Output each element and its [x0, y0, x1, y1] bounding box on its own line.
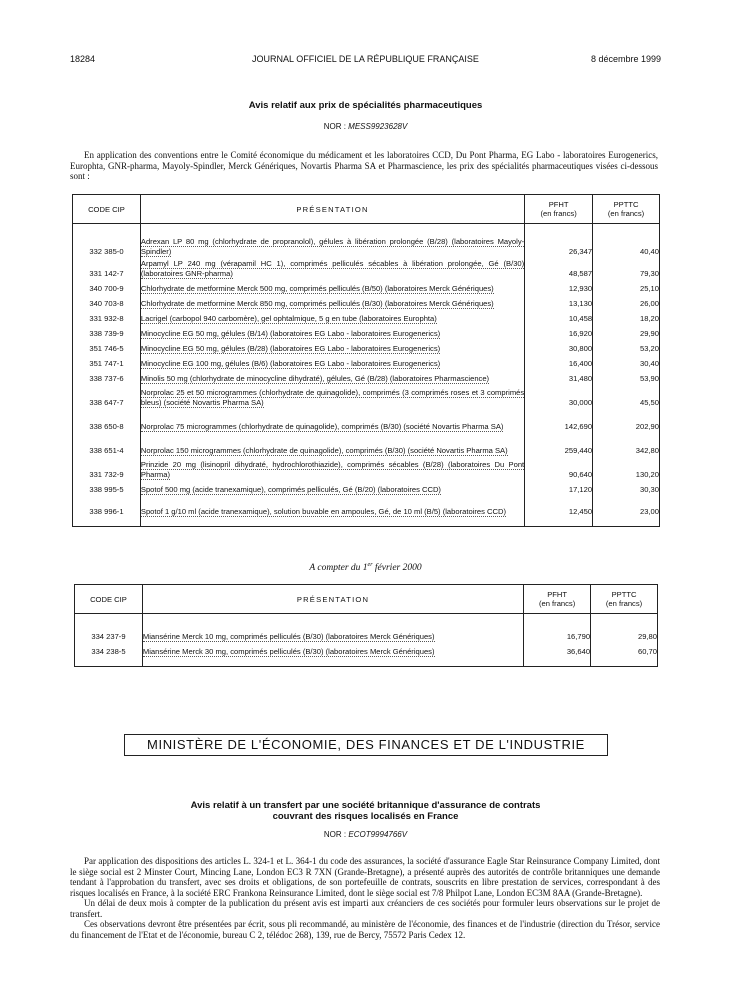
pfht-cell	[525, 293, 593, 308]
pfht-cell	[525, 338, 593, 353]
table-row	[73, 293, 660, 308]
presentation-cell	[140, 494, 524, 516]
spacer-cell	[525, 516, 593, 527]
page-number: 18284	[70, 54, 96, 64]
table-row	[73, 338, 660, 353]
presentation-text: Prinzide 20 mg (lisinopril dihydraté, hydrochlorothiazide), comprimés sécables (B/28) (laboratoires Du Pont Pharma)	[140, 460, 525, 479]
col-pfht-header	[524, 585, 591, 614]
ppttc-text: 29,90	[639, 329, 659, 338]
table-row	[73, 368, 660, 383]
pfht-cell	[525, 407, 593, 431]
paragraph: Ces observations devront être présentées par écrit, sous pli recommandé, au ministère de l'économie, des finances et de l'industrie (direction du Trésor, service du financement de l'Etat et de l'économie, bureau C 2, télédoc 268), 139, rue de Bercy, 75572 Paris Cedex 12.	[70, 919, 660, 940]
code-text: 332 385-0	[89, 247, 124, 256]
col-pfht-header	[525, 195, 593, 224]
ppttc-cell	[593, 338, 660, 353]
table-header-row	[75, 585, 658, 614]
ppttc-unit: (en francs)	[607, 209, 645, 218]
pfht-cell	[524, 626, 591, 641]
presentation-cell	[140, 455, 524, 479]
pfht-unit: (en francs)	[538, 599, 576, 608]
pfht-cell	[525, 479, 593, 494]
table-row	[73, 308, 660, 323]
code-cell	[73, 383, 141, 407]
code-cell	[73, 368, 141, 383]
table-row	[73, 323, 660, 338]
presentation-cell	[140, 383, 524, 407]
presentation-cell	[140, 308, 524, 323]
code-text: 338 996-1	[89, 507, 124, 516]
ppttc-cell	[593, 353, 660, 368]
pfht-text: 48,587	[568, 269, 593, 278]
notice1-nor	[0, 122, 731, 131]
code-text: 338 651-4	[89, 446, 124, 455]
spacer-cell	[593, 224, 660, 235]
code-text: 331 142-7	[89, 269, 124, 278]
col-presentation-header: PRÉSENTATION	[140, 195, 524, 224]
table-spacer-row	[73, 516, 660, 527]
notice1-intro	[70, 150, 658, 182]
spacer-cell	[75, 614, 143, 627]
pfht-cell	[525, 234, 593, 256]
presentation-cell	[140, 479, 524, 494]
ppttc-cell	[593, 431, 660, 455]
ppttc-text: 23,00	[639, 507, 659, 516]
presentation-text: Minolis 50 mg (chlorhydrate de minocycline dihydraté), gélules, Gé (B/28) (laboratoires Pharmascience)	[140, 373, 490, 383]
code-text: 331 932-8	[89, 314, 124, 323]
pfht-text: 259,440	[564, 446, 593, 455]
intro-paragraph: En application des conventions entre le Comité économique du médicament et les laboratoires CCD, Du Pont Pharma, EG Labo - laboratoires Eurogenerics, Europhta, GNR-pharma, Mayoly-Spindler, Merck Génériques, Novartis Pharma SA et Pharmascience, les prix des spécialités pharmaceutiques visées ci-dessous sont :	[70, 150, 658, 181]
pfht-cell	[525, 323, 593, 338]
code-text: 338 995-5	[89, 485, 124, 494]
ppttc-text: 26,00	[639, 299, 659, 308]
spacer-cell	[140, 224, 524, 235]
ppttc-label: PPTTC	[611, 590, 637, 599]
code-text: 338 737-6	[89, 374, 124, 383]
spacer-cell	[524, 614, 591, 627]
table-row	[73, 353, 660, 368]
paragraph: Par application des dispositions des articles L. 324-1 et L. 364-1 du code des assurances, la société d'assurance Eagle Star Reinsurance Company Limited, dont le siège social est 2 Minster Court, Mincing Lane, London EC3 R 7XN (Grande-Bretagne), a présenté auprès des autorités de contrôle britanniques une demande tendant à l'approbation du transfert, avec ses droits et obligations, de son portefeuille de contrats, souscrits en libre prestation de services, correspondant à des risques localisés en France, à la société ERC Frankona Reinsurance Limited, dont le siège social est 7/8 Philpot Lane, London EC3M 8AA (Grande-Bretagne).	[70, 856, 660, 898]
price-table-2	[74, 584, 658, 667]
ppttc-cell	[593, 407, 660, 431]
code-text: 338 650-8	[89, 422, 124, 431]
journal-title: JOURNAL OFFICIEL DE LA RÉPUBLIQUE FRANÇAISE	[252, 54, 479, 64]
col-ppttc-header	[591, 585, 658, 614]
ppttc-cell	[591, 626, 658, 641]
spacer-cell	[591, 656, 658, 667]
ppttc-cell	[593, 278, 660, 293]
col-ppttc-header	[593, 195, 660, 224]
presentation-cell	[140, 353, 524, 368]
presentation-cell	[140, 256, 524, 278]
presentation-text: Minocycline EG 50 mg, gélules (B/14) (laboratoires EG Labo - laboratoires Eurogenerics)	[140, 328, 441, 338]
pfht-text: 16,790	[566, 632, 591, 641]
ministry-heading: MINISTÈRE DE L'ÉCONOMIE, DES FINANCES ET DE L'INDUSTRIE	[124, 734, 608, 756]
code-cell	[73, 407, 141, 431]
code-cell	[73, 256, 141, 278]
code-text: 351 747-1	[89, 359, 124, 368]
spacer-cell	[591, 614, 658, 627]
presentation-cell	[140, 234, 524, 256]
spacer-cell	[75, 656, 143, 667]
ppttc-cell	[593, 383, 660, 407]
ppttc-cell	[593, 368, 660, 383]
ppttc-text: 202,90	[635, 422, 659, 431]
table-row	[73, 407, 660, 431]
pfht-cell	[525, 494, 593, 516]
code-cell	[73, 479, 141, 494]
spacer-cell	[142, 656, 523, 667]
nor-code: ECOT9994766V	[348, 830, 408, 839]
table-spacer-row	[75, 656, 658, 667]
pfht-cell	[525, 368, 593, 383]
code-cell	[73, 494, 141, 516]
effective-date-subtitle: A compter du 1er février 2000	[309, 562, 422, 574]
pfht-text: 12,930	[568, 284, 593, 293]
ppttc-text: 18,20	[639, 314, 659, 323]
code-cell	[73, 234, 141, 256]
code-cell	[73, 293, 141, 308]
code-cell	[73, 353, 141, 368]
nor-label: NOR :	[323, 122, 346, 131]
pfht-text: 31,480	[568, 374, 593, 383]
pfht-text: 26,347	[568, 247, 593, 256]
ppttc-text: 30,30	[639, 485, 659, 494]
presentation-cell	[142, 626, 523, 641]
spacer-cell	[142, 614, 523, 627]
code-text: 351 746-5	[89, 344, 124, 353]
pfht-text: 17,120	[568, 485, 593, 494]
table-row	[73, 278, 660, 293]
ppttc-cell	[593, 256, 660, 278]
table-row	[73, 256, 660, 278]
table-row	[73, 431, 660, 455]
notice1-title: Avis relatif aux prix de spécialités pharmaceutiques	[248, 100, 483, 111]
ppttc-cell	[593, 308, 660, 323]
pfht-text: 12,450	[568, 507, 593, 516]
code-cell	[73, 278, 141, 293]
spacer-cell	[525, 224, 593, 235]
ppttc-text: 45,50	[639, 398, 659, 407]
table-row	[73, 383, 660, 407]
pfht-cell	[525, 278, 593, 293]
col-code-header: CODE CIP	[73, 195, 141, 224]
pfht-text: 36,640	[566, 647, 591, 656]
code-text: 331 732-9	[89, 470, 124, 479]
code-cell	[73, 338, 141, 353]
presentation-cell	[140, 431, 524, 455]
presentation-text: Adrexan LP 80 mg (chlorhydrate de propranolol), gélules à libération prolongée (B/28) (laboratoires Mayoly-Spindler)	[140, 237, 525, 256]
pfht-cell	[525, 431, 593, 455]
presentation-text: Minocycline EG 100 mg, gélules (B/6) (laboratoires EG Labo - laboratoires Eurogenerics)	[140, 358, 441, 368]
ppttc-cell	[591, 641, 658, 656]
presentation-text: Arpamyl LP 240 mg (vérapamil HC 1), comprimés pelliculés sécables à libération prolongée, Gé (B/30) (laboratoires GNR-pharma)	[140, 259, 525, 278]
presentation-cell	[140, 293, 524, 308]
table-row	[73, 234, 660, 256]
ppttc-cell	[593, 479, 660, 494]
ppttc-label: PPTTC	[613, 200, 639, 209]
presentation-text: Chlorhydrate de metformine Merck 500 mg, comprimés pelliculés (B/50) (laboratoires Merck Génériques)	[140, 283, 494, 293]
pfht-cell	[525, 308, 593, 323]
code-text: 340 703-8	[89, 299, 124, 308]
presentation-text: Norprolac 150 microgrammes (chlorhydrate de quinagolide), comprimés (B/30) (société Novartis Pharma SA)	[140, 445, 508, 455]
ppttc-text: 29,80	[637, 632, 657, 641]
code-cell	[73, 431, 141, 455]
pfht-text: 16,400	[568, 359, 593, 368]
ppttc-unit: (en francs)	[605, 599, 643, 608]
presentation-text: Norprolac 75 microgrammes (chlorhydrate de quinagolide), comprimés (B/30) (société Novartis Pharma SA)	[140, 421, 504, 431]
code-cell	[73, 323, 141, 338]
code-cell	[75, 641, 143, 656]
ppttc-text: 53,20	[639, 344, 659, 353]
price-table-1	[72, 194, 660, 527]
ppttc-text: 25,10	[639, 284, 659, 293]
pfht-cell	[525, 383, 593, 407]
pfht-unit: (en francs)	[540, 209, 577, 218]
notice2-body	[70, 856, 660, 940]
code-cell	[75, 626, 143, 641]
nor-label: NOR :	[323, 830, 347, 839]
table-row	[75, 641, 658, 656]
ppttc-text: 53,90	[639, 374, 659, 383]
col-presentation-header: PRÉSENTATION	[142, 585, 523, 614]
pfht-text: 142,690	[564, 422, 593, 431]
presentation-text: Minocycline EG 50 mg, gélules (B/28) (laboratoires EG Labo - laboratoires Eurogenerics)	[140, 343, 441, 353]
ppttc-text: 130,20	[635, 470, 659, 479]
pfht-text: 30,000	[568, 398, 593, 407]
ppttc-cell	[593, 323, 660, 338]
code-text: 338 647-7	[89, 398, 124, 407]
paragraph: Un délai de deux mois à compter de la publication du présent avis est imparti aux créanciers de ces sociétés pour formuler leurs observations sur le projet de transfert.	[70, 898, 660, 919]
pfht-label: PFHT	[548, 200, 569, 209]
pfht-cell	[524, 641, 591, 656]
pfht-label: PFHT	[547, 590, 568, 599]
ppttc-cell	[593, 455, 660, 479]
notice2-title-line1: Avis relatif à un transfert par une société britannique d'assurance de contrats	[190, 800, 541, 811]
table-row	[73, 479, 660, 494]
presentation-cell	[140, 368, 524, 383]
table-spacer-row	[73, 224, 660, 235]
nor-code: MESS9923628V	[348, 122, 408, 131]
presentation-text: Chlorhydrate de metformine Merck 850 mg, comprimés pelliculés (B/30) (laboratoires Merck Génériques)	[140, 298, 494, 308]
presentation-cell	[142, 641, 523, 656]
pfht-cell	[525, 455, 593, 479]
ppttc-text: 60,70	[637, 647, 657, 656]
presentation-text: Spotof 500 mg (acide tranexamique), comprimés pelliculés, Gé (B/20) (laboratoires CCD)	[140, 484, 441, 494]
presentation-text: Spotof 1 g/10 ml (acide tranexamique), solution buvable en ampoules, Gé, de 10 ml (B/5) (laboratoires CCD)	[140, 506, 506, 516]
presentation-cell	[140, 338, 524, 353]
presentation-cell	[140, 323, 524, 338]
ppttc-text: 40,40	[639, 247, 659, 256]
spacer-cell	[73, 224, 141, 235]
notice2-nor	[0, 830, 731, 839]
table-row	[73, 494, 660, 516]
ppttc-cell	[593, 293, 660, 308]
notice2-title-line2: couvrant des risques localisés en France	[272, 811, 459, 822]
spacer-cell	[593, 516, 660, 527]
ppttc-cell	[593, 234, 660, 256]
code-text: 334 238-5	[91, 647, 126, 656]
presentation-text: Miansérine Merck 30 mg, comprimés pelliculés (B/30) (laboratoires Merck Génériques)	[142, 646, 435, 656]
presentation-text: Miansérine Merck 10 mg, comprimés pelliculés (B/30) (laboratoires Merck Génériques)	[142, 631, 435, 641]
presentation-cell	[140, 407, 524, 431]
col-code-header: CODE CIP	[75, 585, 143, 614]
table-spacer-row	[75, 614, 658, 627]
code-text: 334 237-9	[91, 632, 126, 641]
spacer-cell	[524, 656, 591, 667]
table-row	[75, 626, 658, 641]
pfht-cell	[525, 353, 593, 368]
spacer-cell	[73, 516, 141, 527]
issue-date: 8 décembre 1999	[590, 54, 661, 64]
code-text: 340 700-9	[89, 284, 124, 293]
pfht-text: 30,800	[568, 344, 593, 353]
table-header-row	[73, 195, 660, 224]
ppttc-text: 79,30	[639, 269, 659, 278]
table-row	[73, 455, 660, 479]
pfht-text: 13,130	[568, 299, 593, 308]
code-text: 338 739-9	[89, 329, 124, 338]
presentation-cell	[140, 278, 524, 293]
spacer-cell	[140, 516, 524, 527]
pfht-cell	[525, 256, 593, 278]
pfht-text: 10,458	[568, 314, 593, 323]
ppttc-text: 342,80	[635, 446, 659, 455]
pfht-text: 90,640	[568, 470, 593, 479]
presentation-text: Lacrigel (carbopol 940 carbomère), gel ophtalmique, 5 g en tube (laboratoires Europhta)	[140, 313, 437, 323]
code-cell	[73, 308, 141, 323]
ppttc-cell	[593, 494, 660, 516]
pfht-text: 16,920	[568, 329, 593, 338]
code-cell	[73, 455, 141, 479]
ppttc-text: 30,40	[639, 359, 659, 368]
presentation-text: Norprolac 25 et 50 microgrammes (chlorhydrate de quinagolide), comprimés (3 comprimés roses et 3 comprimés bleus) (société Novartis Pharma SA)	[140, 388, 525, 407]
